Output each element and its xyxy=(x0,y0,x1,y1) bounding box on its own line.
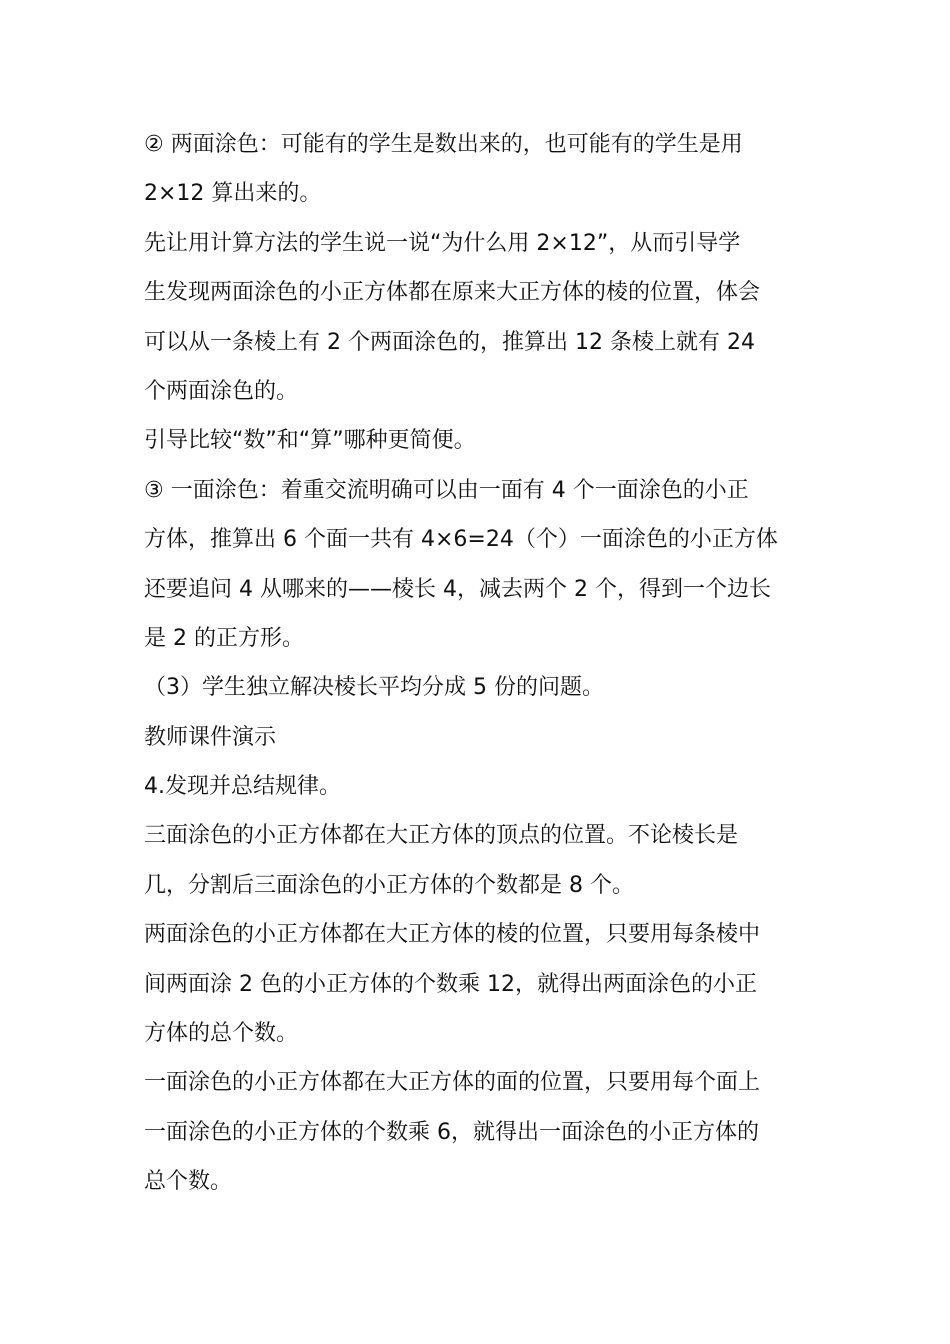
text-line-21: 一面涂色的小正方体的个数乘 6，就得出一面涂色的小正方体的 xyxy=(144,1119,759,1145)
text-line-11: 是 2 的正方形。 xyxy=(144,625,304,651)
document-body xyxy=(144,120,812,1207)
text-line-7: 引导比较“数”和“算”哪种更简便。 xyxy=(144,428,476,454)
text-line-15: 三面涂色的小正方体都在大正方体的顶点的位置。不论棱长是 xyxy=(144,823,739,849)
text-line-5: 可以从一条棱上有 2 个两面涂色的，推算出 12 条棱上就有 24 xyxy=(144,329,755,355)
text-line-3: 先让用计算方法的学生说一说“为什么用 2×12”，从而引导学 xyxy=(144,230,741,256)
text-line-6: 个两面涂色的。 xyxy=(144,378,299,404)
text-line-8: ③ 一面涂色：着重交流明确可以由一面有 4 个一面涂色的小正 xyxy=(144,477,749,503)
text-line-22: 总个数。 xyxy=(144,1169,233,1195)
text-line-20: 一面涂色的小正方体都在大正方体的面的位置，只要用每个面上 xyxy=(144,1070,761,1096)
text-line-1: ② 两面涂色：可能有的学生是数出来的，也可能有的学生是用 xyxy=(144,132,743,157)
text-line-19: 方体的总个数。 xyxy=(144,1021,299,1047)
text-line-17: 两面涂色的小正方体都在大正方体的棱的位置，只要用每条棱中 xyxy=(144,922,761,948)
text-line-12: （3）学生独立解决棱长平均分成 5 份的问题。 xyxy=(144,675,604,701)
text-line-10: 还要追问 4 从哪来的——棱长 4，减去两个 2 个，得到一个边长 xyxy=(144,576,771,602)
text-line-2: 2×12 算出来的。 xyxy=(144,181,322,207)
text-line-16: 几，分割后三面涂色的小正方体的个数都是 8 个。 xyxy=(144,872,634,898)
text-line-18: 间两面涂 2 色的小正方体的个数乘 12，就得出两面涂色的小正 xyxy=(144,971,757,997)
text-line-13: 教师课件演示 xyxy=(144,724,277,750)
text-line-9: 方体，推算出 6 个面一共有 4×6=24（个）一面涂色的小正方体 xyxy=(144,527,778,553)
text-line-4: 生发现两面涂色的小正方体都在原来大正方体的棱的位置，体会 xyxy=(144,280,761,306)
text-line-14: 4.发现并总结规律。 xyxy=(144,774,341,800)
